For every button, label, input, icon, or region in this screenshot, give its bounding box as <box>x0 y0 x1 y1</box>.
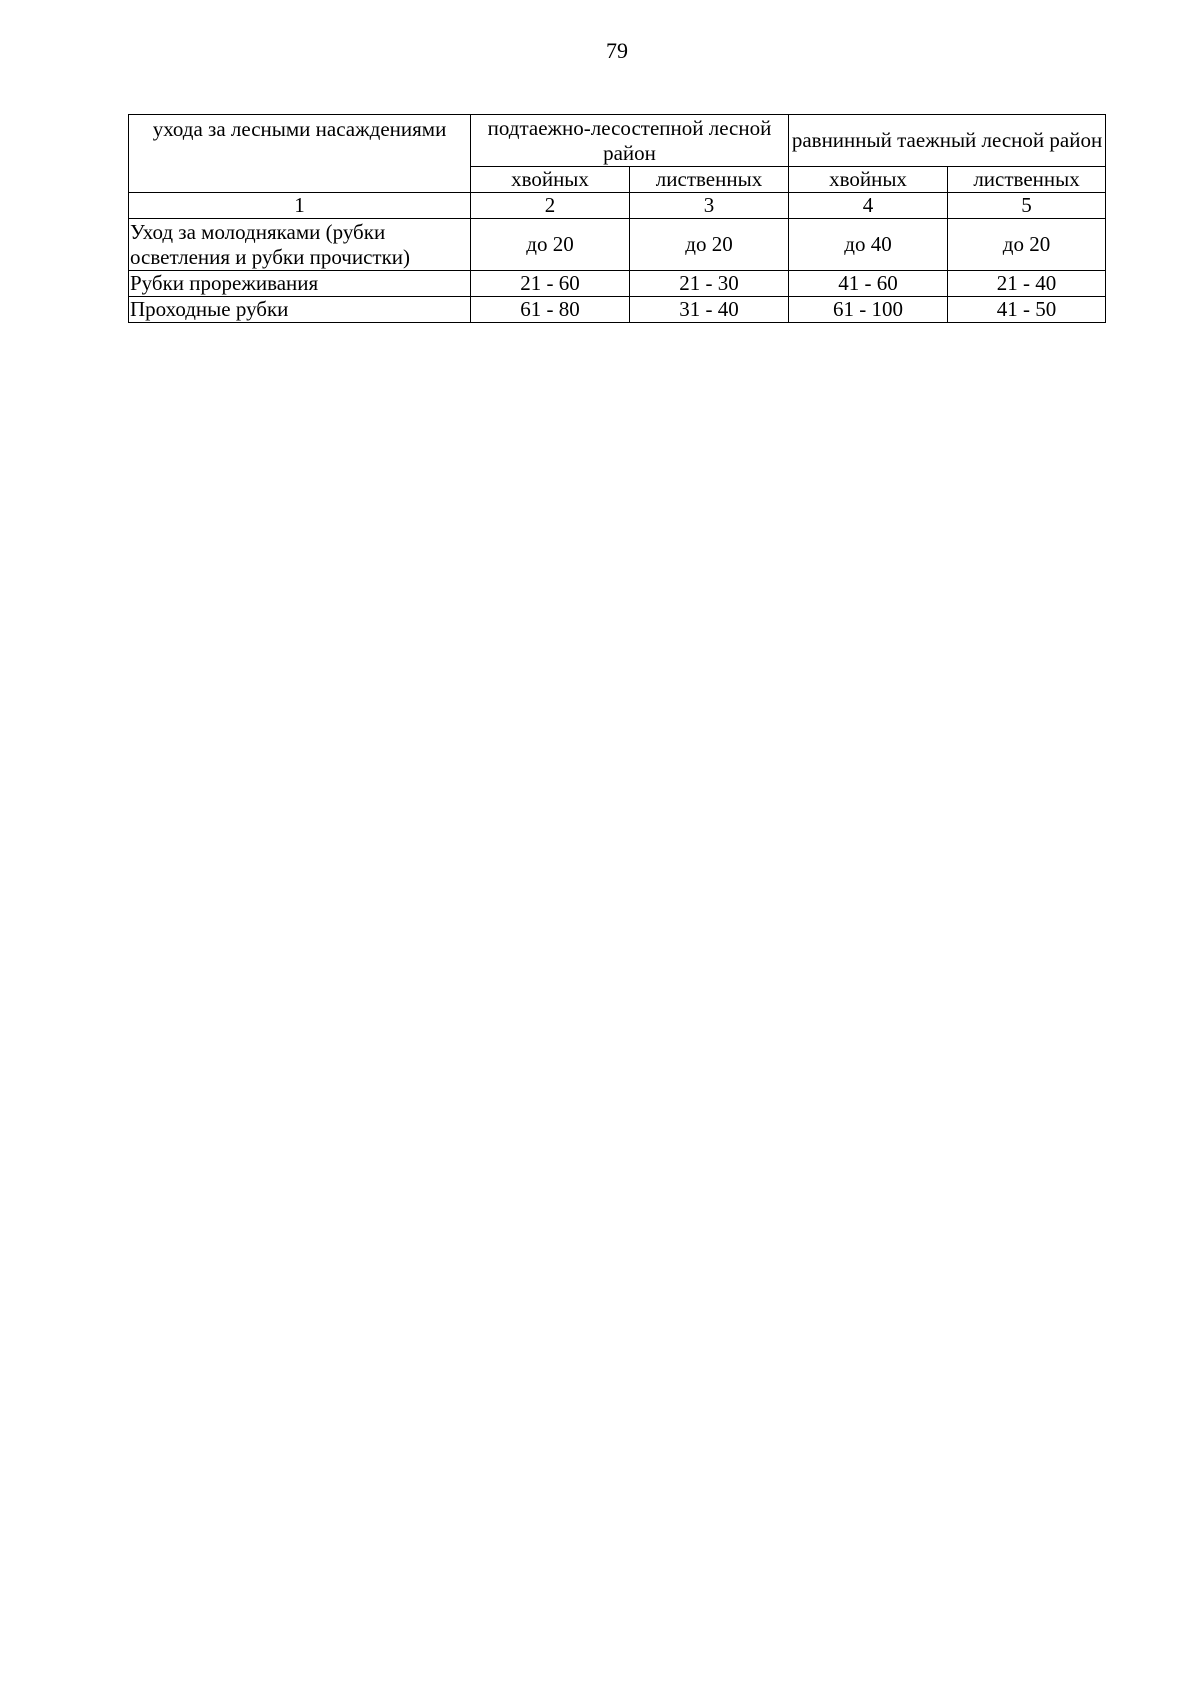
table-row <box>129 271 1106 297</box>
forest-care-table <box>128 114 1106 323</box>
row-label: Уход за молодняками (рубки осветления и рубки прочистки) <box>129 219 471 271</box>
table-header-row <box>129 115 1106 167</box>
table-row <box>129 219 1106 271</box>
table-cell: до 20 <box>948 219 1106 271</box>
header-care-type: ухода за лесными насаждениями <box>129 115 471 193</box>
column-number: 4 <box>789 193 948 219</box>
column-number-row <box>129 193 1106 219</box>
table-cell: 61 - 80 <box>471 297 630 323</box>
subheader-coniferous: хвойных <box>789 167 948 193</box>
table-cell: 31 - 40 <box>630 297 789 323</box>
column-number: 3 <box>630 193 789 219</box>
table-cell: 41 - 60 <box>789 271 948 297</box>
column-number: 2 <box>471 193 630 219</box>
subheader-coniferous: хвойных <box>471 167 630 193</box>
row-label: Рубки прореживания <box>129 271 471 297</box>
table-cell: до 40 <box>789 219 948 271</box>
column-number: 5 <box>948 193 1106 219</box>
header-group-plain-taiga: равнинный таежный лесной район <box>789 115 1106 167</box>
table-cell: 61 - 100 <box>789 297 948 323</box>
header-group-subtaiga: подтаежно-лесостепной лесной район <box>471 115 789 167</box>
table-cell: 21 - 40 <box>948 271 1106 297</box>
row-label: Проходные рубки <box>129 297 471 323</box>
table-cell: 41 - 50 <box>948 297 1106 323</box>
table-cell: 21 - 60 <box>471 271 630 297</box>
column-number: 1 <box>129 193 471 219</box>
subheader-deciduous: лиственных <box>630 167 789 193</box>
table-cell: до 20 <box>471 219 630 271</box>
table-cell: 21 - 30 <box>630 271 789 297</box>
subheader-deciduous: лиственных <box>948 167 1106 193</box>
table-cell: до 20 <box>630 219 789 271</box>
page-number: 79 <box>606 38 628 63</box>
table-row <box>129 297 1106 323</box>
